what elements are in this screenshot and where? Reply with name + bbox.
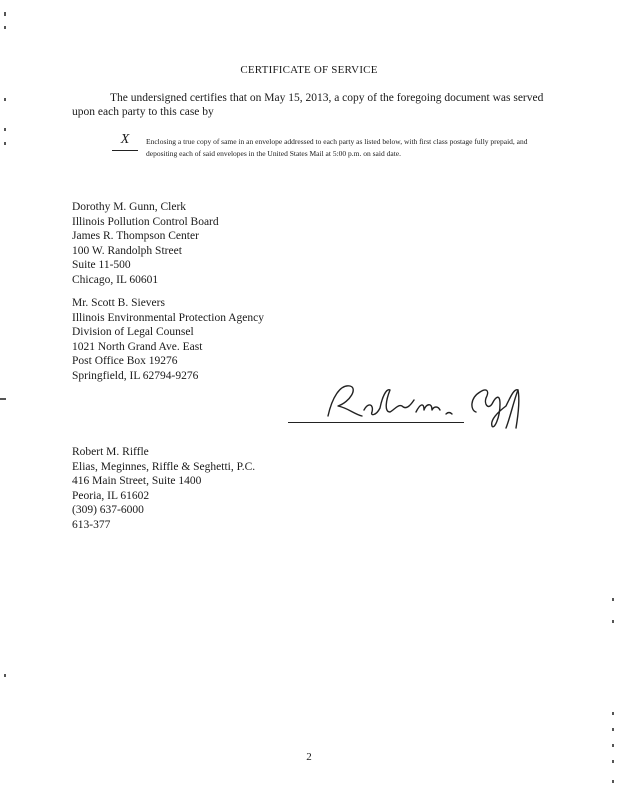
sender-line: (309) 637-6000 (72, 504, 144, 517)
address-line: 1021 North Grand Ave. East (72, 340, 203, 353)
sender-line: Peoria, IL 61602 (72, 489, 150, 502)
scan-edge-mark (4, 142, 6, 145)
address-block-clerk (72, 200, 219, 288)
sender-line: Robert M. Riffle (72, 446, 149, 458)
service-method-text: Enclosing a true copy of same in an envelope addressed to each party as listed below, with first class postage fully prepaid, and depositing each of said envelopes in the United States Mail at 5:00 p.m. on said date. (146, 137, 528, 158)
address-line: 100 W. Randolph Street (72, 244, 182, 257)
scan-edge-mark (612, 598, 614, 601)
address-line: Springfield, IL 62794-9276 (72, 369, 199, 382)
scan-edge-mark (4, 98, 6, 101)
address-line: Post Office Box 19276 (72, 355, 178, 368)
scan-edge-mark (4, 674, 6, 677)
address-line: Mr. Scott B. Sievers (72, 297, 165, 309)
address-line: Dorothy M. Gunn, Clerk (72, 201, 187, 213)
address-line: Chicago, IL 60601 (72, 273, 159, 286)
scan-edge-mark (612, 712, 614, 715)
scan-edge-mark (612, 780, 614, 783)
handwritten-signature (320, 376, 540, 434)
scan-edge-mark (4, 12, 6, 16)
page-title: CERTIFICATE OF SERVICE (240, 64, 378, 76)
intro-text: The undersigned certifies that on May 15, 2013, a copy of the foregoing document was served upon each party to this case by (72, 92, 544, 118)
address-line: Suite 11-500 (72, 259, 131, 272)
sender-line: 613-377 (72, 518, 111, 531)
address-line: Illinois Environmental Protection Agency (72, 311, 264, 324)
intro-paragraph (72, 92, 544, 119)
sender-block (72, 445, 255, 533)
scan-edge-mark (612, 620, 614, 623)
scan-edge-mark (4, 128, 6, 131)
scan-edge-mark (0, 398, 6, 400)
address-line: James R. Thompson Center (72, 230, 199, 243)
scan-edge-mark (612, 744, 614, 747)
sender-line: 416 Main Street, Suite 1400 (72, 475, 202, 488)
signature-line (288, 422, 464, 423)
address-line: Division of Legal Counsel (72, 326, 194, 339)
scan-edge-mark (612, 728, 614, 731)
scan-edge-mark (4, 26, 6, 29)
sender-line: Elias, Meginnes, Riffle & Seghetti, P.C. (72, 460, 256, 473)
page-number: 2 (306, 751, 312, 763)
address-line: Illinois Pollution Control Board (72, 215, 219, 228)
scan-edge-mark (612, 760, 614, 763)
service-check-mark: X (112, 134, 138, 151)
address-block-epa (72, 296, 264, 384)
